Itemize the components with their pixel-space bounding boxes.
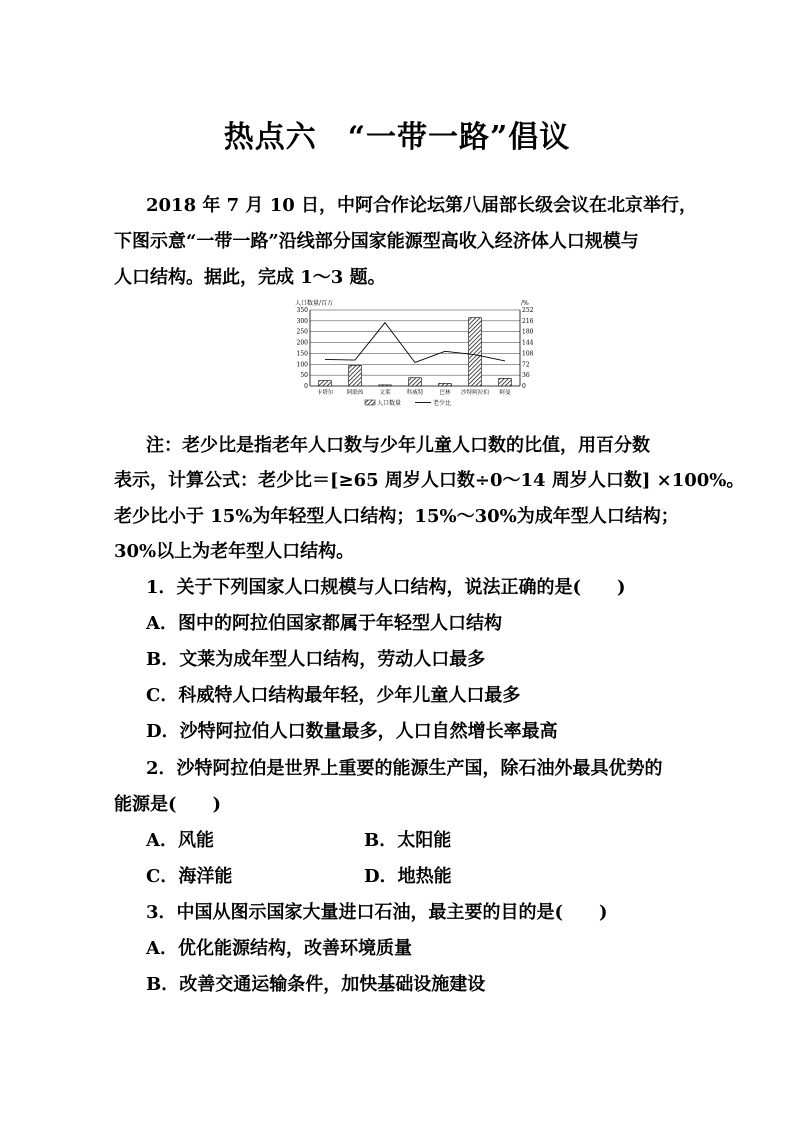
left-tick-label: 250 bbox=[296, 328, 308, 336]
bar-population bbox=[499, 378, 512, 386]
q3-option-b: B．改善交通运输条件，加快基础设施建设 bbox=[146, 974, 486, 995]
left-tick-label: 50 bbox=[300, 372, 308, 380]
intro-line-3: 人口结构。据此，完成 1～3 题。 bbox=[114, 267, 386, 288]
q2-option-c: C．海洋能 bbox=[146, 866, 233, 887]
bar-population bbox=[439, 383, 452, 386]
category-label: 卡塔尔 bbox=[316, 390, 334, 396]
intro-line-1: 2018 年 7 月 10 日，中阿合作论坛第八届部长级会议在北京举行， bbox=[146, 195, 698, 216]
right-tick-label: 0 bbox=[522, 383, 526, 390]
left-tick-label: 200 bbox=[296, 339, 308, 347]
q1-option-a: A．图中的阿拉伯国家都属于年轻型人口结构 bbox=[146, 613, 502, 634]
question-1: 1．关于下列国家人口规模与人口结构，说法正确的是( ) bbox=[146, 577, 626, 598]
legend-label-population: 人口数量 bbox=[377, 400, 402, 407]
bar-population bbox=[469, 318, 482, 386]
question-2-line-1: 2．沙特阿拉伯是世界上重要的能源生产国，除石油外最具优势的 bbox=[146, 758, 663, 779]
population-chart bbox=[285, 296, 545, 416]
q1-option-b: B．文莱为成年型人口结构，劳动人口最多 bbox=[146, 649, 486, 670]
right-tick-label: 180 bbox=[522, 328, 534, 336]
page-title: 热点六 “一带一路”倡议 bbox=[223, 120, 571, 155]
q2-option-d: D．地热能 bbox=[364, 866, 452, 887]
q2-option-a: A．风能 bbox=[146, 830, 214, 851]
q3-option-a: A．优化能源结构，改善环境质量 bbox=[146, 938, 412, 959]
right-tick-label: 108 bbox=[522, 350, 534, 358]
note-line-1: 注：老少比是指老年人口数与少年儿童人口数的比值，用百分数 bbox=[146, 435, 650, 456]
q1-option-c: C．科威特人口结构最年轻，少年儿童人口最多 bbox=[146, 685, 521, 706]
note-line-4: 30%以上为老年型人口结构。 bbox=[114, 541, 355, 562]
bar-population bbox=[349, 365, 362, 386]
left-tick-label: 350 bbox=[296, 307, 308, 314]
question-2-line-2: 能源是( ) bbox=[114, 794, 222, 815]
right-tick-label: 216 bbox=[522, 317, 534, 325]
right-axis-title: /% bbox=[521, 300, 529, 307]
left-tick-label: 300 bbox=[296, 317, 308, 325]
bar-population bbox=[409, 378, 422, 386]
bar-population bbox=[379, 385, 392, 386]
category-label: 科威特 bbox=[406, 390, 424, 396]
chart-svg bbox=[285, 296, 545, 416]
category-label: 文莱 bbox=[379, 390, 391, 396]
right-tick-label: 144 bbox=[522, 339, 534, 347]
category-label: 沙特阿拉伯 bbox=[461, 390, 489, 396]
left-tick-label: 0 bbox=[304, 383, 308, 390]
legend-label-ratio: 老少比 bbox=[433, 400, 452, 407]
left-tick-label: 150 bbox=[296, 350, 308, 358]
left-tick-label: 100 bbox=[296, 361, 308, 369]
note-line-2: 表示，计算公式：老少比＝[≥65 周岁人口数÷0～14 周岁人口数] ×100%。 bbox=[114, 470, 745, 491]
left-axis-title: 人口数量/百万 bbox=[295, 300, 334, 307]
question-3: 3．中国从图示国家大量进口石油，最主要的目的是( ) bbox=[146, 902, 608, 923]
q1-option-d: D．沙特阿拉伯人口数量最多，人口自然增长率最高 bbox=[146, 721, 558, 742]
intro-line-2: 下图示意“一带一路”沿线部分国家能源型高收入经济体人口规模与 bbox=[114, 231, 639, 252]
bar-population bbox=[319, 381, 332, 386]
legend-swatch-bar bbox=[365, 400, 375, 405]
right-tick-label: 72 bbox=[522, 361, 530, 369]
right-tick-label: 36 bbox=[522, 372, 530, 380]
q2-option-b: B．太阳能 bbox=[364, 830, 452, 851]
note-line-3: 老少比小于 15%为年轻型人口结构；15%～30%为成年型人口结构； bbox=[114, 506, 679, 527]
category-label: 阿联酋 bbox=[346, 390, 364, 396]
category-label: 巴林 bbox=[439, 390, 451, 396]
category-label: 阿曼 bbox=[499, 390, 511, 396]
right-tick-label: 252 bbox=[522, 307, 534, 314]
